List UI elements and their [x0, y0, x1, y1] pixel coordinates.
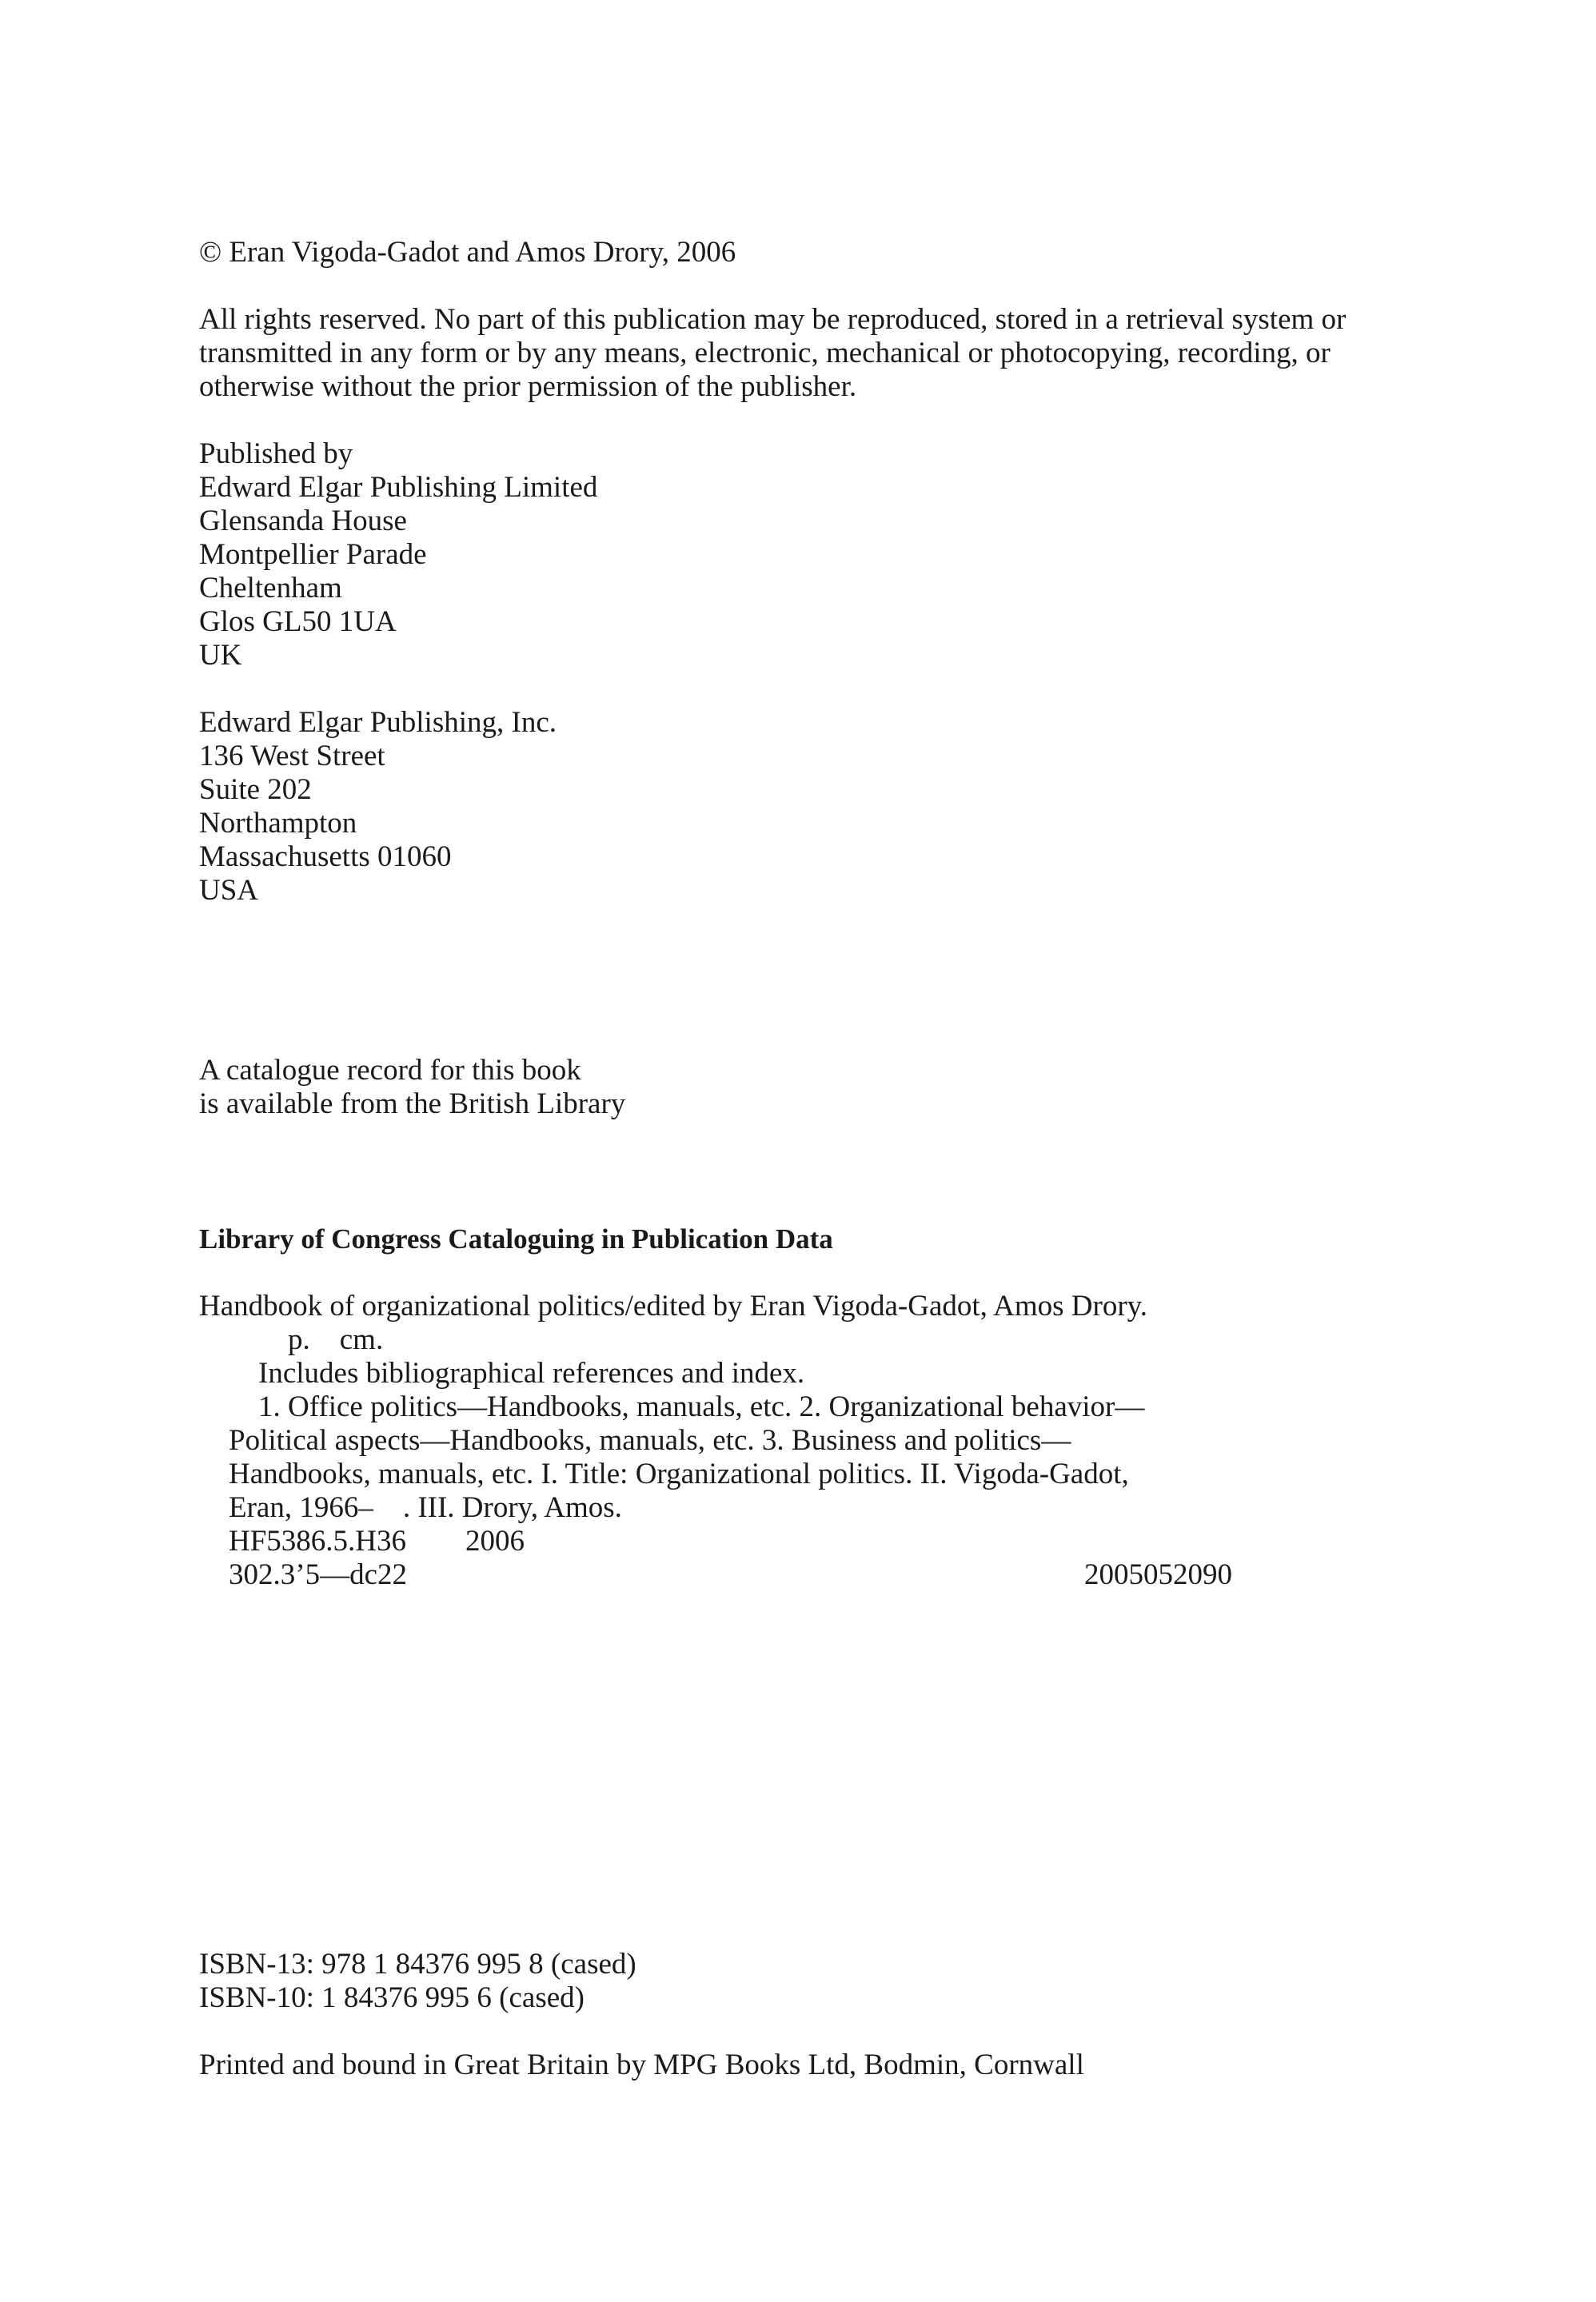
- publisher-us-line: Northampton: [199, 807, 357, 840]
- publisher-uk-line: Montpellier Parade: [199, 538, 427, 571]
- publisher-us-line: 136 West Street: [199, 740, 385, 772]
- catalogue-line: A catalogue record for this book: [199, 1054, 581, 1087]
- publisher-us-line: Edward Elgar Publishing, Inc.: [199, 706, 557, 739]
- loc-dewey: 302.3’5—dc22: [229, 1558, 407, 1591]
- publisher-uk-line: Cheltenham: [199, 572, 342, 604]
- loc-subject-line: Handbooks, manuals, etc. I. Title: Organizational politics. II. Vigoda-Gadot,: [229, 1458, 1129, 1490]
- publisher-us-line: Suite 202: [199, 773, 312, 806]
- isbn-line: ISBN-13: 978 1 84376 995 8 (cased): [199, 1948, 636, 1981]
- loc-call-number: HF5386.5.H36 2006: [229, 1525, 525, 1558]
- loc-subject-line: Eran, 1966– . III. Drory, Amos.: [229, 1491, 622, 1524]
- catalogue-line: is available from the British Library: [199, 1087, 626, 1120]
- publisher-us-line: USA: [199, 874, 259, 907]
- loc-pcm: p. cm.: [288, 1323, 384, 1356]
- loc-heading: Library of Congress Cataloguing in Publication Data: [199, 1223, 833, 1255]
- rights-line: otherwise without the prior permission of the publisher.: [199, 370, 857, 403]
- loc-lccn: 2005052090: [1084, 1558, 1232, 1591]
- publisher-uk-line: UK: [199, 639, 242, 672]
- publisher-uk-line: Published by: [199, 437, 353, 470]
- publisher-uk-line: Edward Elgar Publishing Limited: [199, 471, 598, 504]
- publisher-uk-line: Glos GL50 1UA: [199, 605, 397, 638]
- isbn-line: ISBN-10: 1 84376 995 6 (cased): [199, 1981, 585, 2014]
- rights-line: transmitted in any form or by any means, electronic, mechanical or photocopying, recording, or: [199, 337, 1331, 369]
- loc-subject-line: 1. Office politics—Handbooks, manuals, etc. 2. Organizational behavior—: [258, 1390, 1145, 1423]
- copyright-line: © Eran Vigoda-Gadot and Amos Drory, 2006: [199, 236, 736, 269]
- printed-line: Printed and bound in Great Britain by MPG Books Ltd, Bodmin, Cornwall: [199, 2049, 1084, 2081]
- loc-includes: Includes bibliographical references and index.: [258, 1357, 805, 1390]
- publisher-us-line: Massachusetts 01060: [199, 840, 452, 873]
- rights-line: All rights reserved. No part of this publication may be reproduced, stored in a retrieval system or: [199, 303, 1347, 336]
- loc-title-line: Handbook of organizational politics/edited by Eran Vigoda-Gadot, Amos Drory.: [199, 1290, 1147, 1323]
- publisher-uk-line: Glensanda House: [199, 505, 407, 537]
- loc-subject-line: Political aspects—Handbooks, manuals, etc. 3. Business and politics—: [229, 1424, 1071, 1457]
